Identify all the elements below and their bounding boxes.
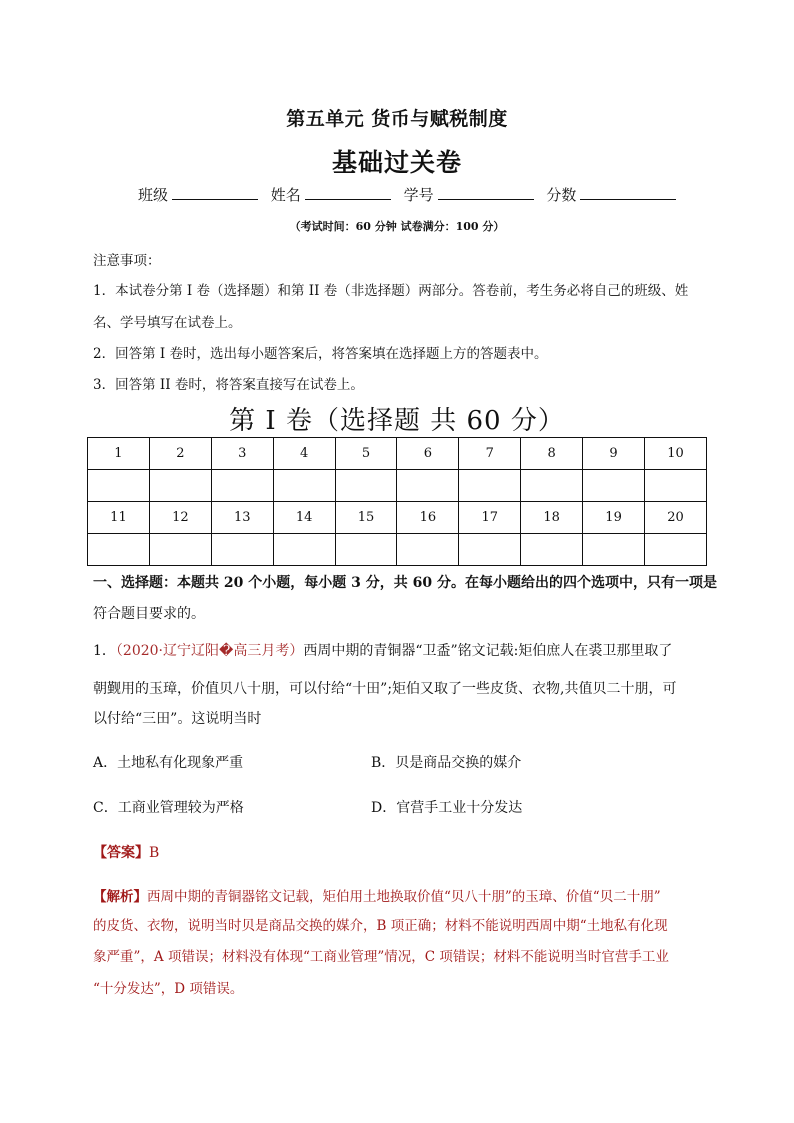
answer-blank-cell[interactable]	[273, 470, 335, 502]
answer-number-cell: 14	[273, 502, 335, 534]
answer-number-cell: 12	[149, 502, 211, 534]
explanation-text-1: 西周中期的青铜器铭文记载，矩伯用土地换取价值“贝八十朋”的玉璋、价值“贝二十朋”	[147, 889, 661, 905]
answer-number-cell: 13	[211, 502, 273, 534]
answer-number-cell: 18	[521, 502, 583, 534]
question-1-stem-line1	[93, 640, 672, 660]
question-1-option-a[interactable]: A．土地私有化现象严重	[93, 755, 244, 771]
mcq-instructions-line2: 符合题目要求的。	[93, 606, 205, 622]
answer-blank-cell[interactable]	[211, 534, 273, 566]
answer-blank-cell[interactable]	[149, 534, 211, 566]
answer-blank-cell[interactable]	[273, 534, 335, 566]
answer-blank-row-1	[88, 470, 707, 502]
question-1-stem-text: 西周中期的青铜器“卫盉”铭文记载:矩伯庶人在裘卫那里取了	[303, 643, 673, 659]
answer-number-cell: 11	[88, 502, 150, 534]
answer-number-cell: 7	[459, 438, 521, 470]
answer-number-cell: 20	[645, 502, 707, 534]
answer-blank-cell[interactable]	[583, 534, 645, 566]
answer-blank-cell[interactable]	[211, 470, 273, 502]
mcq-instructions-line1: 一、选择题：本题共 20 个小题，每小题 3 分，共 60 分。在每小题给出的四个选项中，只有一项是	[93, 575, 717, 591]
answer-number-cell: 1	[88, 438, 150, 470]
question-1-source: （2020·辽宁辽阳�高三月考）	[115, 643, 304, 659]
student-info-row	[138, 184, 684, 205]
answer-number-cell: 15	[335, 502, 397, 534]
answer-number-cell: 19	[583, 502, 645, 534]
explanation-line3: 象严重”，A 项错误；材料没有体现“工商业管理”情况，C 项错误；材料不能说明当时官营手工业	[93, 949, 669, 965]
answer-value: B	[149, 845, 160, 861]
answer-blank-cell[interactable]	[397, 470, 459, 502]
answer-blank-cell[interactable]	[521, 534, 583, 566]
explanation-line4: “十分发达”，D 项错误。	[93, 981, 244, 997]
unit-title: 第五单元 货币与赋税制度	[286, 108, 508, 130]
question-1-answer	[93, 842, 159, 862]
note-item-3: 3．回答第 II 卷时，将答案直接写在试卷上。	[93, 377, 364, 393]
answer-blank-cell[interactable]	[149, 470, 211, 502]
score-blank[interactable]	[580, 185, 676, 200]
answer-blank-cell[interactable]	[397, 534, 459, 566]
question-1-option-d[interactable]: D．官营手工业十分发达	[371, 800, 523, 816]
score-label: 分数	[546, 186, 577, 204]
answer-blank-cell[interactable]	[88, 470, 150, 502]
answer-blank-cell[interactable]	[645, 534, 707, 566]
answer-table	[87, 437, 707, 566]
answer-number-row-1	[88, 438, 707, 470]
answer-blank-cell[interactable]	[459, 470, 521, 502]
name-blank[interactable]	[305, 185, 391, 200]
answer-number-cell: 9	[583, 438, 645, 470]
note-item-2: 2．回答第 I 卷时，选出每小题答案后，将答案填在选择题上方的答题表中。	[93, 346, 548, 362]
answer-blank-cell[interactable]	[645, 470, 707, 502]
note-item-1-line2: 名、学号填写在试卷上。	[93, 315, 242, 331]
answer-number-cell: 6	[397, 438, 459, 470]
class-label: 班级	[138, 186, 169, 204]
question-1-number: 1．	[93, 643, 116, 659]
answer-blank-cell[interactable]	[459, 534, 521, 566]
answer-number-cell: 16	[397, 502, 459, 534]
answer-blank-cell[interactable]	[583, 470, 645, 502]
name-label: 姓名	[270, 186, 301, 204]
answer-blank-cell[interactable]	[88, 534, 150, 566]
class-blank[interactable]	[172, 185, 258, 200]
student-id-label: 学号	[403, 186, 434, 204]
answer-blank-cell[interactable]	[335, 470, 397, 502]
answer-label: 【答案】	[93, 845, 149, 861]
question-1-option-b[interactable]: B．贝是商品交换的媒介	[371, 755, 522, 771]
answer-blank-cell[interactable]	[521, 470, 583, 502]
answer-number-cell: 3	[211, 438, 273, 470]
student-id-blank[interactable]	[438, 185, 534, 200]
answer-blank-cell[interactable]	[335, 534, 397, 566]
question-1-stem-line2: 朝觐用的玉璋，价值贝八十朋，可以付给“十田”;矩伯又取了一些皮货、衣物,共值贝二十朋，可	[93, 681, 677, 697]
section1-title: 第 I 卷（选择题 共 60 分）	[229, 406, 565, 436]
explanation-label: 【解析】	[93, 889, 147, 905]
exam-title: 基础过关卷	[331, 148, 462, 177]
exam-time-note: （考试时间：60 分钟 试卷满分：100 分）	[289, 220, 505, 233]
question-1-option-c[interactable]: C．工商业管理较为严格	[93, 800, 244, 816]
explanation-line1	[93, 885, 661, 905]
answer-number-cell: 17	[459, 502, 521, 534]
explanation-line2: 的皮货、衣物，说明当时贝是商品交换的媒介，B 项正确；材料不能说明西周中期“土地私有化现	[93, 918, 668, 934]
answer-number-row-2	[88, 502, 707, 534]
answer-number-cell: 8	[521, 438, 583, 470]
answer-number-cell: 4	[273, 438, 335, 470]
answer-number-cell: 10	[645, 438, 707, 470]
answer-number-cell: 2	[149, 438, 211, 470]
question-1-stem-line3: 以付给“三田”。这说明当时	[93, 711, 262, 727]
note-item-1-line1: 1．本试卷分第 I 卷（选择题）和第 II 卷（非选择题）两部分。答卷前，考生务必将自己的班级、姓	[93, 283, 689, 299]
answer-number-cell: 5	[335, 438, 397, 470]
notes-heading: 注意事项：	[93, 253, 161, 269]
answer-blank-row-2	[88, 534, 707, 566]
